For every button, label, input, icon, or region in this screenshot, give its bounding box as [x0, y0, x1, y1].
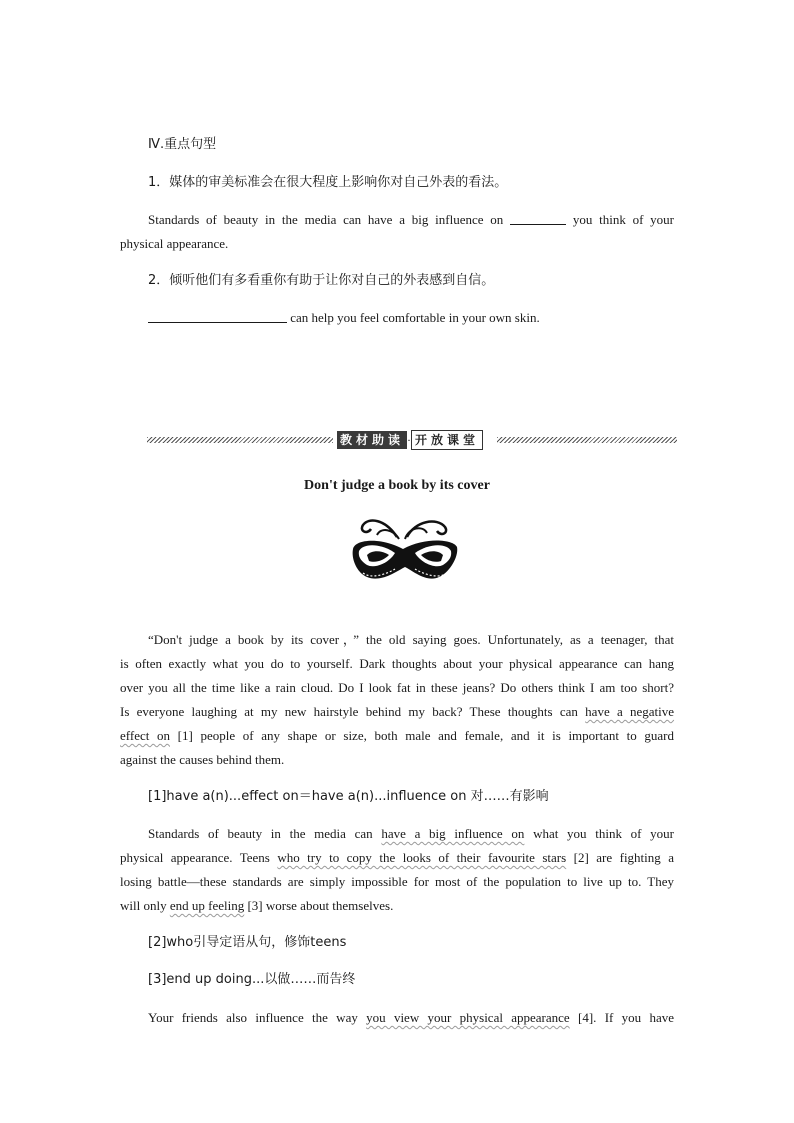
sentence-2-chinese: 2．倾听他们有多看重你有助于让你对自己的外表感到自信。 — [148, 273, 495, 288]
p1-line5: effect on [1] people of any shape or size, both male and female, and it is important to guard — [120, 728, 674, 743]
banner-separator: · — [407, 432, 412, 447]
p2-line4: will only end up feeling [3] worse about themselves. — [120, 898, 394, 913]
highlight-phrase: you view your physical appearance — [366, 1010, 570, 1025]
note-1: [1]have a(n)...effect on＝have a(n)...influence on 对……有影响 — [148, 789, 549, 804]
fill-blank-2[interactable] — [148, 310, 287, 323]
banner-hatch-right — [497, 437, 677, 443]
p1-line4: Is everyone laughing at my new hairstyle behind my back? These thoughts can have a negative — [120, 704, 675, 719]
note-3: [3]end up doing...以做……而告终 — [148, 972, 356, 987]
sentence-2-english: can help you feel comfortable in your own skin. — [148, 310, 540, 326]
p2-line2: physical appearance. Teens who try to copy the looks of their favourite stars [2] are fighting a — [120, 850, 675, 865]
highlight-phrase: have a negative — [585, 704, 675, 719]
highlight-phrase: effect on — [120, 728, 170, 743]
sentence-1-english-line2: physical appearance. — [120, 236, 229, 251]
masquerade-mask-icon — [345, 515, 465, 595]
sentence-1-chinese: 1．媒体的审美标准会在很大程度上影响你对自己外表的看法。 — [148, 175, 508, 190]
banner-label-left: 教材助读 — [337, 431, 407, 449]
banner-hatch-left — [147, 437, 333, 443]
p1-line6: against the causes behind them. — [120, 752, 285, 767]
sentence-1-english: Standards of beauty in the media can have a big influence on you think of your — [148, 212, 675, 227]
banner-labels — [337, 430, 483, 450]
highlight-phrase: have a big influence on — [381, 826, 525, 841]
p1-line2: is often exactly what you do to yourself. Dark thoughts about your physical appearance can hang — [120, 656, 674, 671]
section-heading: Ⅳ.重点句型 — [148, 137, 217, 152]
highlight-phrase: who try to copy the looks of their favourite stars — [277, 850, 567, 865]
section-banner — [147, 430, 677, 450]
banner-label-right: 开放课堂 — [411, 430, 483, 450]
p2-line3: losing battle—these standards are simply impossible for most of the population to live up to. They — [120, 874, 674, 889]
p1-line1: “Don't judge a book by its cover，” the old saying goes. Unfortunately, as a teenager, that — [148, 632, 674, 647]
article-title: Don't judge a book by its cover — [304, 478, 490, 493]
highlight-phrase: end up feeling — [169, 898, 245, 913]
p3-line1: Your friends also influence the way you view your physical appearance [4]. If you have — [148, 1010, 674, 1025]
fill-blank-1[interactable] — [510, 212, 566, 225]
p1-line3: over you all the time like a rain cloud. Do I look fat in these jeans? Do others think I am too short? — [120, 680, 674, 695]
note-2: [2]who引导定语从句，修饰teens — [148, 935, 347, 950]
p2-line1: Standards of beauty in the media can have a big influence on what you think of your — [148, 826, 674, 841]
